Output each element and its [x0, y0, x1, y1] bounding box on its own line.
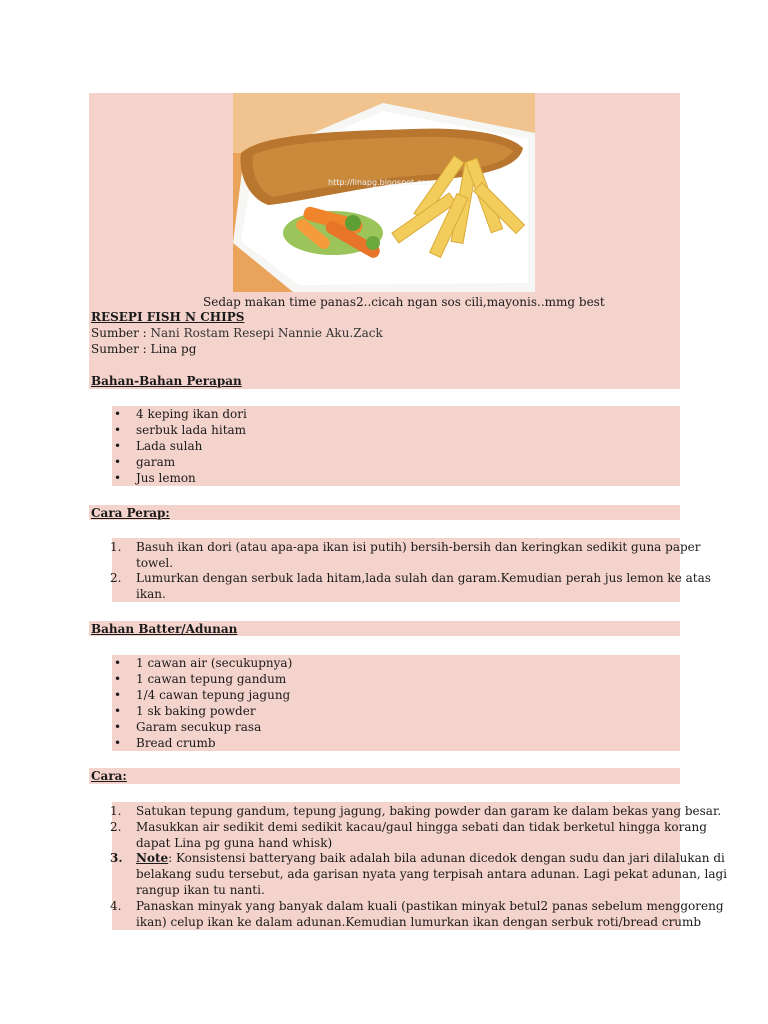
source-line-2: Sumber : Lina pg [91, 342, 197, 356]
photo-watermark: http://linapg.blogspot.com [328, 178, 434, 187]
list-item-continuation: dapat Lina pg guna hand whisk) [136, 836, 333, 850]
list-item: • Bread crumb [114, 736, 216, 750]
list-item: • Garam secukup rasa [114, 720, 262, 734]
list-item-continuation: rangup ikan tu nanti. [136, 883, 265, 897]
list-item-continuation: ikan. [136, 587, 166, 601]
list-item: • Jus lemon [114, 471, 196, 485]
marinade-heading: Bahan-Bahan Perapan [91, 374, 242, 388]
list-item: 2. Masukkan air sedikit demi sedikit kacau/gaul hingga sebati dan tidak berketul hingga korang [110, 820, 707, 834]
fish-and-chips-photo [233, 93, 535, 292]
list-item: • 1/4 cawan tepung jagung [114, 688, 291, 702]
list-item: • Lada sulah [114, 439, 203, 453]
list-item: 2. Lumurkan dengan serbuk lada hitam,lada sulah dan garam.Kemudian perah jus lemon ke atas [110, 571, 711, 585]
batter-heading: Bahan Batter/Adunan [91, 622, 238, 636]
list-item: • 1 cawan air (secukupnya) [114, 656, 293, 670]
source-line-1 [91, 325, 383, 341]
list-item: • 1 sk baking powder [114, 704, 256, 718]
source-1-label: Sumber : [91, 326, 151, 340]
list-item: 1. Satukan tepung gandum, tepung jagung, baking powder dan garam ke dalam bekas yang besar. [110, 804, 722, 818]
list-item: 1. Basuh ikan dori (atau apa-apa ikan isi putih) bersih-bersih dan keringkan sedikit guna paper [110, 540, 701, 554]
list-item-continuation: ikan) celup ikan ke dalam adunan.Kemudian lumurkan ikan dengan serbuk roti/bread crumb [136, 915, 702, 929]
page-title: RESEPI FISH N CHIPS [91, 310, 245, 324]
list-item: • garam [114, 455, 176, 469]
highlight-marinade-steps-heading [89, 505, 680, 520]
photo-caption: Sedap makan time panas2..cicah ngan sos cili,mayonis..mmg best [203, 295, 605, 309]
note-label: Note [136, 851, 169, 865]
list-item: • 4 keping ikan dori [114, 407, 247, 421]
list-item: 4. Panaskan minyak yang banyak dalam kuali (pastikan minyak betul2 panas sebelum menggoreng [110, 899, 724, 913]
highlight-method-heading [89, 768, 680, 784]
marinade-steps-heading: Cara Perap: [91, 506, 170, 520]
list-item: • 1 cawan tepung gandum [114, 672, 287, 686]
method-heading: Cara: [91, 769, 127, 783]
list-item-continuation: towel. [136, 556, 174, 570]
list-item-continuation: belakang sudu tersebut, ada garisan nyata yang terpisah antara adunan. Lagi pekat adunan, lagi [136, 867, 728, 881]
list-item: • serbuk lada hitam [114, 423, 247, 437]
list-item: 3. Note: Konsistensi batteryang baik adalah bila adunan dicedok dengan sudu dan jari dilalukan di [110, 851, 725, 865]
source-1-value: Nani Rostam Resepi Nannie Aku.Zack [150, 326, 383, 340]
